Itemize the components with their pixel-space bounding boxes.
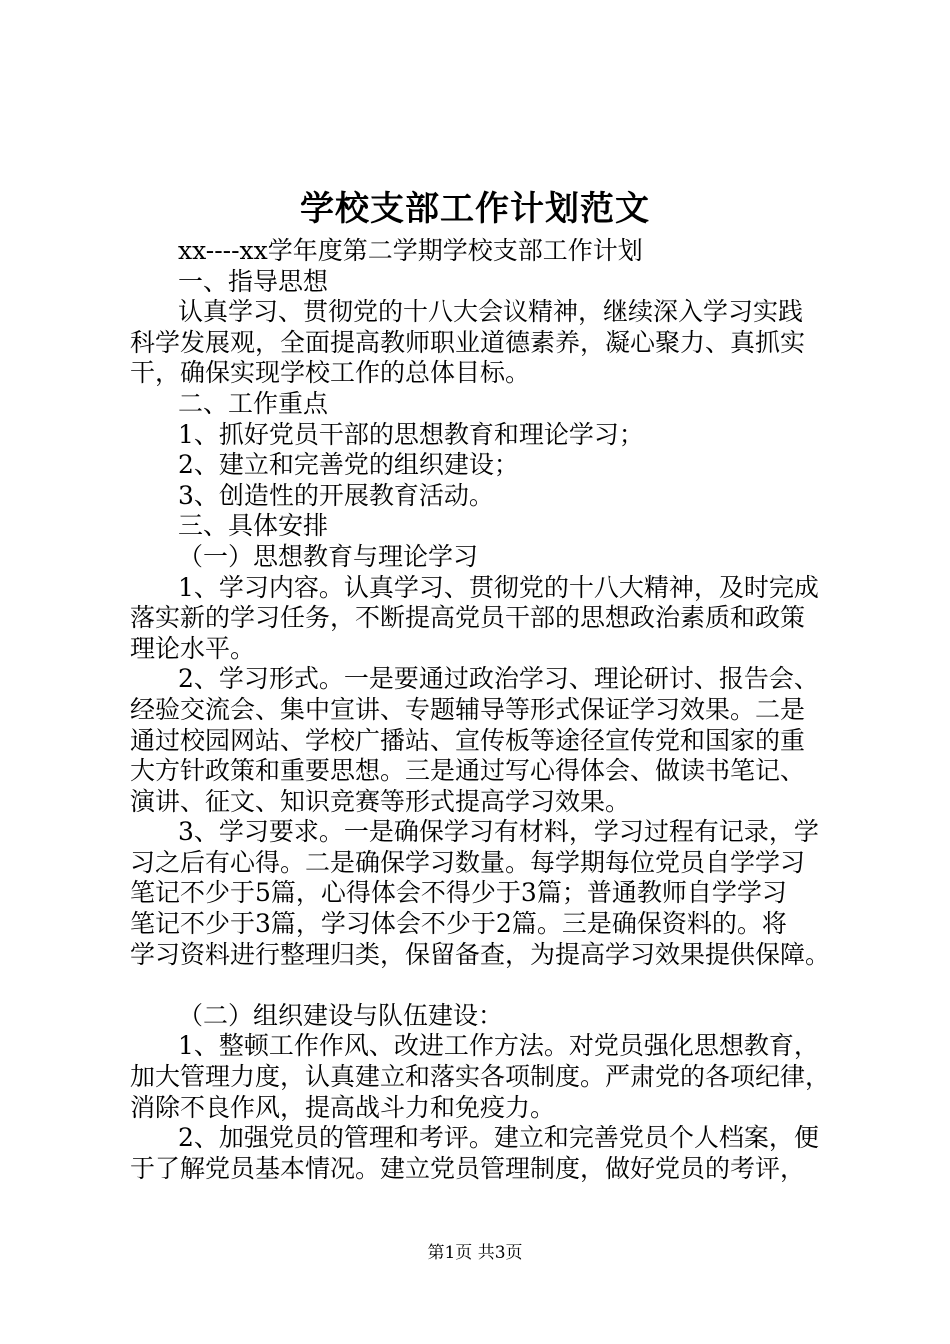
paragraph-line: 演讲、征文、知识竞赛等形式提高学习效果。 <box>130 786 631 816</box>
paragraph-line: 经验交流会、集中宣讲、专题辅导等形式保证学习效果。二是 <box>130 694 806 724</box>
paragraph-line: 落实新的学习任务，不断提高党员干部的思想政治素质和政策 <box>130 603 806 633</box>
list-item: 3、创造性的开展教育活动。 <box>178 480 494 510</box>
paragraph-line: 3、学习要求。一是确保学习有材料，学习过程有记录，学 <box>178 817 819 847</box>
paragraph-line: 加大管理力度，认真建立和落实各项制度。严肃党的各项纪律， <box>130 1062 831 1092</box>
paragraph-line: 学习资料进行整理归类，保留备查，为提高学习效果提供保障。 <box>130 939 831 969</box>
subsection-heading: （一）思想教育与理论学习 <box>178 541 479 571</box>
list-item: 1、抓好党员干部的思想教育和理论学习； <box>178 419 644 449</box>
paragraph-line: 2、学习形式。一是要通过政治学习、理论研讨、报告会、 <box>178 664 819 694</box>
section-heading: 一、指导思想 <box>178 266 329 296</box>
paragraph-line: 大方针政策和重要思想。三是通过写心得体会、做读书笔记、 <box>130 756 806 786</box>
section-heading: 三、具体安排 <box>178 511 329 541</box>
paragraph-line: 1、整顿工作作风、改进工作方法。对党员强化思想教育， <box>178 1031 819 1061</box>
paragraph-line: 于了解党员基本情况。建立党员管理制度，做好党员的考评， <box>130 1153 806 1183</box>
paragraph-line: 通过校园网站、学校广播站、宣传板等途径宣传党和国家的重 <box>130 725 806 755</box>
paragraph-line: 笔记不少于3篇，学习体会不少于2篇。三是确保资料的。将 <box>130 909 787 939</box>
paragraph-line: 习之后有心得。二是确保学习数量。每学期每位党员自学学习 <box>130 847 806 877</box>
paragraph-line: 理论水平。 <box>130 633 256 663</box>
section-heading: 二、工作重点 <box>178 388 329 418</box>
paragraph-line: 干，确保实现学校工作的总体目标。 <box>130 358 531 388</box>
paragraph-line: 1、学习内容。认真学习、贯彻党的十八大精神，及时完成 <box>178 572 819 602</box>
paragraph-line: 认真学习、贯彻党的十八大会议精神，继续深入学习实践 <box>178 297 804 327</box>
paragraph-spacer <box>130 970 830 1001</box>
document-body <box>130 236 830 1184</box>
document-title: 学校支部工作计划范文 <box>300 189 650 229</box>
list-item: 2、建立和完善党的组织建设； <box>178 450 519 480</box>
page-footer <box>0 1242 950 1264</box>
paragraph-line: 科学发展观，全面提高教师职业道德素养，凝心聚力、真抓实 <box>130 327 806 357</box>
plan-subtitle: xx----xx学年度第二学期学校支部工作计划 <box>178 236 643 265</box>
subsection-heading: （二）组织建设与队伍建设： <box>178 1000 504 1030</box>
paragraph-line: 2、加强党员的管理和考评。建立和完善党员个人档案，便 <box>178 1123 819 1153</box>
paragraph-line: 笔记不少于5篇，心得体会不得少于3篇；普通教师自学学习 <box>130 878 787 908</box>
paragraph-line: 消除不良作风，提高战斗力和免疫力。 <box>130 1092 556 1122</box>
page-number: 第1页 共3页 <box>427 1243 523 1263</box>
